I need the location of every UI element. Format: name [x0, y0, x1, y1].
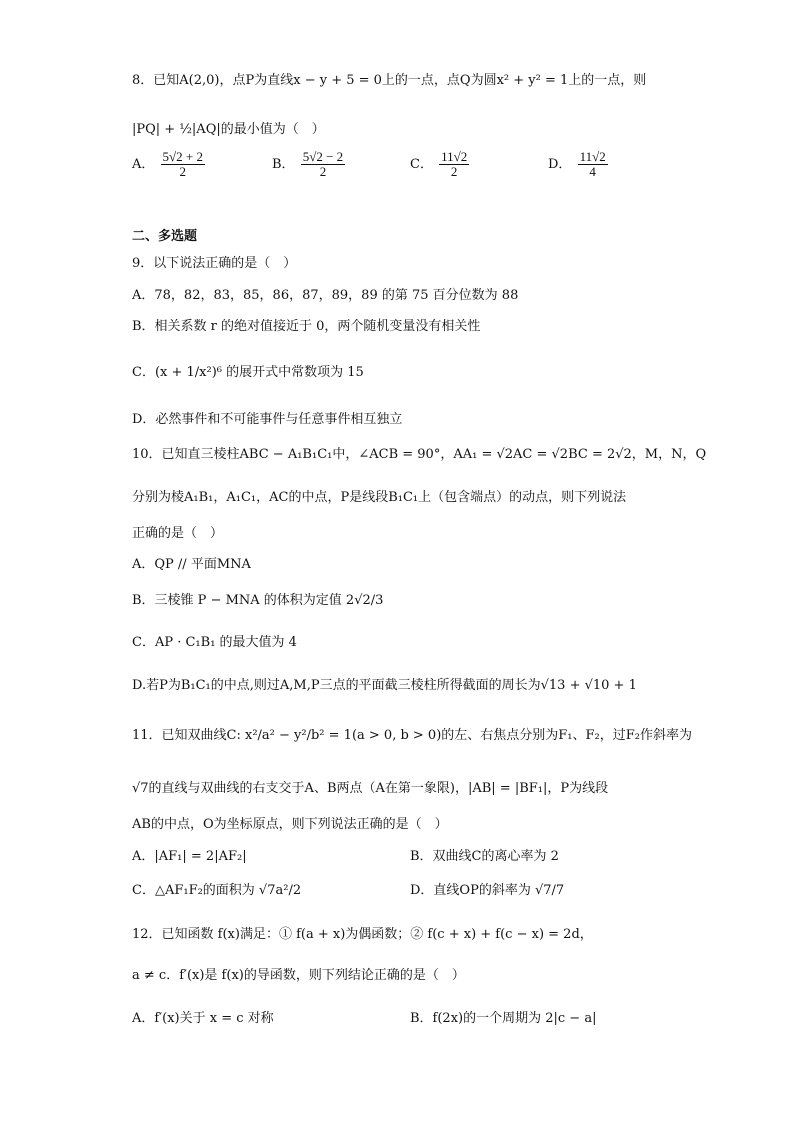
q10-option-c: C．AP · C₁B₁ 的最大值为 4: [132, 635, 297, 650]
q11-line3: AB的中点，O为坐标原点，则下列说法正确的是（ ）: [132, 817, 448, 832]
q8-option-d: D． $\frac{11√2}{4}$: [548, 149, 606, 179]
q9-option-d: D．必然事件和不可能事件与任意事件相互独立: [132, 412, 403, 427]
q10-line3: 正确的是（ ）: [132, 526, 224, 541]
q8-option-b: B． $\frac{5√2 - 2}{2}$: [272, 149, 344, 179]
q12-line2: a ≠ c．f′(x)是 f(x)的导函数，则下列结论正确的是（ ）: [132, 968, 465, 983]
q10-option-d: D.若P为B₁C₁的中点,则过A,M,P三点的平面截三棱柱所得截面的周长为√13 + √10 + 1: [132, 678, 637, 693]
q8-option-c: C． $\frac{11√2}{2}$: [410, 149, 468, 179]
q9-stem: 9．以下说法正确的是（ ）: [132, 256, 297, 271]
q11-option-d: D．直线OP的斜率为 √7/7: [410, 883, 565, 898]
q9-option-b: B．相关系数 r 的绝对值接近于 0，两个随机变量没有相关性: [132, 319, 481, 334]
q10-option-a: A．QP // 平面MNA: [132, 557, 251, 572]
q9-option-a: A．78，82，83，85，86，87，89，89 的第 75 百分位数为 88: [132, 288, 519, 303]
q8-line1: 8．已知A(2,0)，点P为直线x − y + 5 = 0上的一点，点Q为圆x² + y² = 1上的一点，则: [132, 73, 647, 88]
q10-option-b: B．三棱锥 P − MNA 的体积为定值 2√2/3: [132, 593, 384, 608]
q12-option-a: A．f′(x)关于 x = c 对称: [132, 1011, 274, 1026]
q11-option-c: C．△AF₁F₂的面积为 √7a²/2: [132, 883, 302, 898]
q11-option-a: A．|AF₁| = 2|AF₂|: [132, 849, 247, 864]
section-heading: 二、多选题: [132, 229, 198, 244]
q9-option-c: C．(x + 1/x²)⁶ 的展开式中常数项为 15: [132, 365, 364, 380]
q12-option-b: B．f(2x)的一个周期为 2|c − a|: [410, 1011, 597, 1026]
q10-line2: 分别为棱A₁B₁，A₁C₁，AC的中点，P是线段B₁C₁上（包含端点）的动点，则下列说法: [132, 490, 627, 505]
q11-line2: √7的直线与双曲线的右支交于A、B两点（A在第一象限)，|AB| = |BF₁|，P为线段: [132, 781, 609, 796]
q12-line1: 12．已知函数 f(x)满足：① f(a + x)为偶函数；② f(c + x) + f(c − x) = 2d，: [132, 927, 593, 942]
q8-line2: |PQ| + ½|AQ|的最小值为（ ）: [132, 122, 325, 137]
q8-option-a: A． $\frac{5√2 + 2}{2}$: [132, 149, 203, 179]
q10-line1: 10．已知直三棱柱ABC − A₁B₁C₁中，∠ACB = 90°，AA₁ = √2AC = √2BC = 2√2，M，N，Q: [132, 447, 707, 462]
q11-option-b: B．双曲线C的离心率为 2: [410, 849, 559, 864]
q11-line1: 11．已知双曲线C: x²/a² − y²/b² = 1(a > 0, b > 0)的左、右焦点分别为F₁、F₂，过F₂作斜率为: [132, 728, 692, 743]
